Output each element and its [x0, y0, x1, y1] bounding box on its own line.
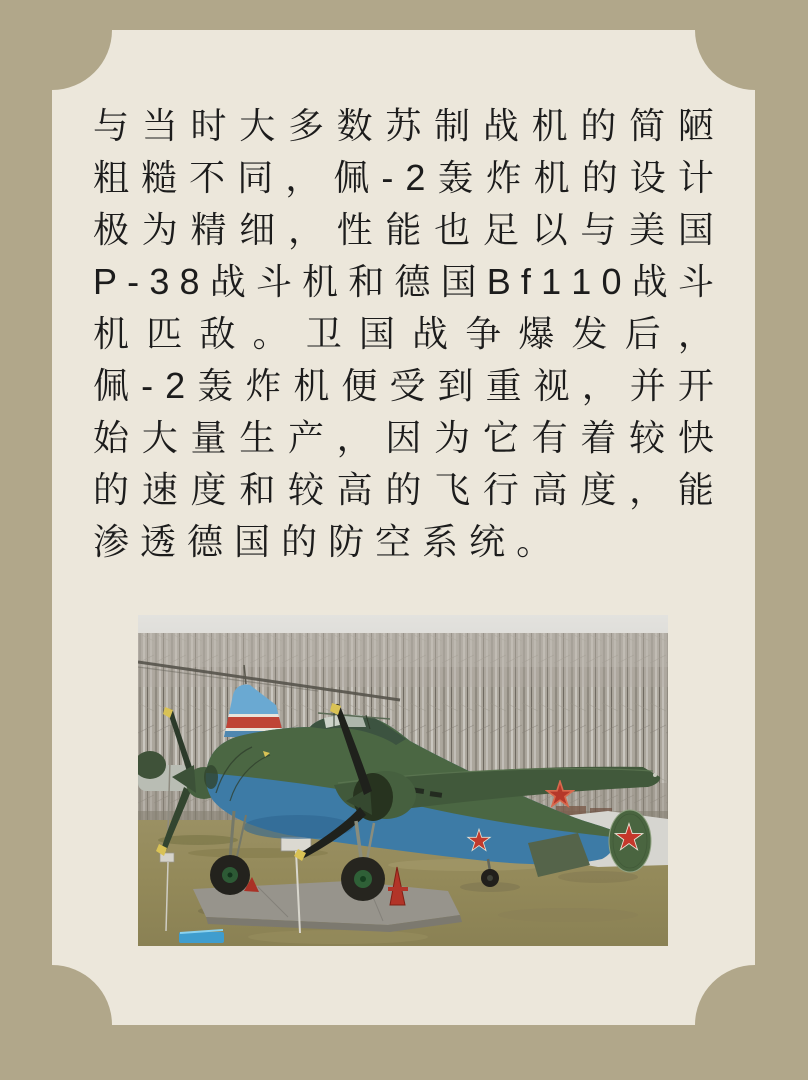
text-char: 0	[601, 261, 622, 302]
text-char: 简	[629, 105, 666, 146]
text-char: 战	[631, 261, 668, 302]
text-char: 炸	[245, 365, 282, 406]
text-char: 佩	[93, 365, 130, 406]
text-char: 机	[293, 365, 330, 406]
text-char: 战	[412, 313, 449, 354]
text-char: 产	[287, 417, 324, 458]
text-char: 和	[239, 469, 276, 510]
text-char: 陋	[677, 105, 714, 146]
text-char: 机	[93, 313, 130, 354]
text-char: 。	[516, 521, 553, 562]
text-char: 爆	[518, 313, 555, 354]
text-char: 也	[434, 209, 471, 250]
text-char: 较	[287, 469, 324, 510]
text-char: 的	[581, 157, 618, 198]
text-char: 量	[190, 417, 227, 458]
text-line-9	[93, 516, 714, 568]
text-char: 发	[571, 313, 608, 354]
text-char: 高	[531, 469, 568, 510]
corner-notch-bottom-right	[695, 965, 755, 1025]
text-char: 与	[93, 105, 130, 146]
text-char: 1	[571, 261, 592, 302]
text-char: 机	[302, 261, 339, 302]
text-char: 8	[179, 261, 200, 302]
text-char: 透	[140, 521, 177, 562]
text-char: 开	[677, 365, 714, 406]
text-char: 糙	[141, 157, 178, 198]
pe2-bomber-photo	[138, 615, 668, 946]
text-char: ，	[336, 417, 373, 458]
text-char: 2	[405, 157, 426, 198]
text-char: 飞	[434, 469, 471, 510]
text-char: 生	[239, 417, 276, 458]
text-char: 空	[375, 521, 412, 562]
text-char: 斗	[677, 261, 714, 302]
text-char: 2	[165, 365, 186, 406]
text-char: 1	[541, 261, 562, 302]
text-char: 性	[336, 209, 373, 250]
text-char: 与	[580, 209, 617, 250]
text-line-7	[93, 412, 714, 464]
text-char: f	[520, 261, 531, 302]
text-char: 国	[440, 261, 477, 302]
text-char: 敌	[199, 313, 236, 354]
text-char: 轰	[197, 365, 234, 406]
text-char: ，	[287, 209, 324, 250]
text-char: 行	[482, 469, 519, 510]
text-line-1	[93, 100, 714, 152]
text-char: 度	[580, 469, 617, 510]
text-char: ，	[285, 157, 322, 198]
text-char: 大	[239, 105, 276, 146]
text-char: 能	[385, 209, 422, 250]
text-char: 的	[385, 469, 422, 510]
text-char: 匹	[146, 313, 183, 354]
text-char: 便	[341, 365, 378, 406]
text-line-8	[93, 464, 714, 516]
text-char: -	[127, 261, 140, 302]
text-char: 后	[624, 313, 661, 354]
text-char: 德	[394, 261, 431, 302]
text-char: 斗	[255, 261, 292, 302]
text-char: 制	[434, 105, 471, 146]
text-char: ，	[677, 313, 714, 354]
text-char: 计	[677, 157, 714, 198]
text-char: 并	[629, 365, 666, 406]
text-char: 精	[190, 209, 227, 250]
text-char: 统	[469, 521, 506, 562]
text-char: 为	[434, 417, 471, 458]
text-char: ，	[629, 469, 666, 510]
text-char: 因	[385, 417, 422, 458]
text-char: 重	[485, 365, 522, 406]
text-line-3	[93, 204, 714, 256]
text-char: 以	[531, 209, 568, 250]
text-char: B	[486, 261, 511, 302]
text-char: 卫	[305, 313, 342, 354]
article-text	[93, 100, 714, 568]
text-char: -	[381, 157, 394, 198]
text-char: 速	[141, 469, 178, 510]
text-line-6	[93, 360, 714, 412]
text-char: 德	[187, 521, 224, 562]
text-char: 足	[482, 209, 519, 250]
text-char: 防	[328, 521, 365, 562]
text-char: 能	[677, 469, 714, 510]
text-char: 国	[234, 521, 271, 562]
text-char: 国	[677, 209, 714, 250]
text-char: 设	[629, 157, 666, 198]
text-char: 战	[482, 105, 519, 146]
text-char: 受	[389, 365, 426, 406]
text-char: 着	[580, 417, 617, 458]
text-char: 多	[287, 105, 324, 146]
text-char: 它	[482, 417, 519, 458]
text-char: 度	[190, 469, 227, 510]
text-char: 系	[422, 521, 459, 562]
text-char: 渗	[93, 521, 130, 562]
text-char: 不	[189, 157, 226, 198]
text-char: 数	[336, 105, 373, 146]
text-char: -	[141, 365, 154, 406]
text-char: 佩	[333, 157, 370, 198]
content-card	[52, 30, 755, 1025]
text-char: 轰	[437, 157, 474, 198]
text-char: 和	[348, 261, 385, 302]
text-char: ，	[581, 365, 618, 406]
corner-notch-bottom-left	[52, 965, 112, 1025]
text-char: 快	[677, 417, 714, 458]
text-char: 战	[209, 261, 246, 302]
text-char: 极	[93, 209, 130, 250]
text-char: 细	[239, 209, 276, 250]
text-char: 的	[281, 521, 318, 562]
text-char: P	[93, 261, 118, 302]
text-char: 美	[629, 209, 666, 250]
text-char: 国	[358, 313, 395, 354]
text-char: 时	[190, 105, 227, 146]
text-char: 当	[141, 105, 178, 146]
text-char: 有	[531, 417, 568, 458]
text-char: 。	[252, 313, 289, 354]
text-char: 高	[336, 469, 373, 510]
text-char: 为	[141, 209, 178, 250]
text-char: 同	[237, 157, 274, 198]
tail-fin	[609, 810, 651, 872]
text-line-2	[93, 152, 714, 204]
text-char: 3	[149, 261, 170, 302]
text-char: 视	[533, 365, 570, 406]
text-line-4	[93, 256, 714, 308]
text-char: 机	[531, 105, 568, 146]
text-char: 争	[465, 313, 502, 354]
text-char: 粗	[93, 157, 130, 198]
corner-notch-top-left	[52, 30, 112, 90]
text-char: 的	[93, 469, 130, 510]
text-char: 始	[93, 417, 130, 458]
text-char: 炸	[485, 157, 522, 198]
corner-notch-top-right	[695, 30, 755, 90]
text-char: 苏	[385, 105, 422, 146]
text-line-5	[93, 308, 714, 360]
text-char: 机	[533, 157, 570, 198]
text-char: 大	[141, 417, 178, 458]
text-char: 的	[580, 105, 617, 146]
text-char: 到	[437, 365, 474, 406]
text-char: 较	[629, 417, 666, 458]
pe2-photo-illustration	[138, 615, 668, 946]
